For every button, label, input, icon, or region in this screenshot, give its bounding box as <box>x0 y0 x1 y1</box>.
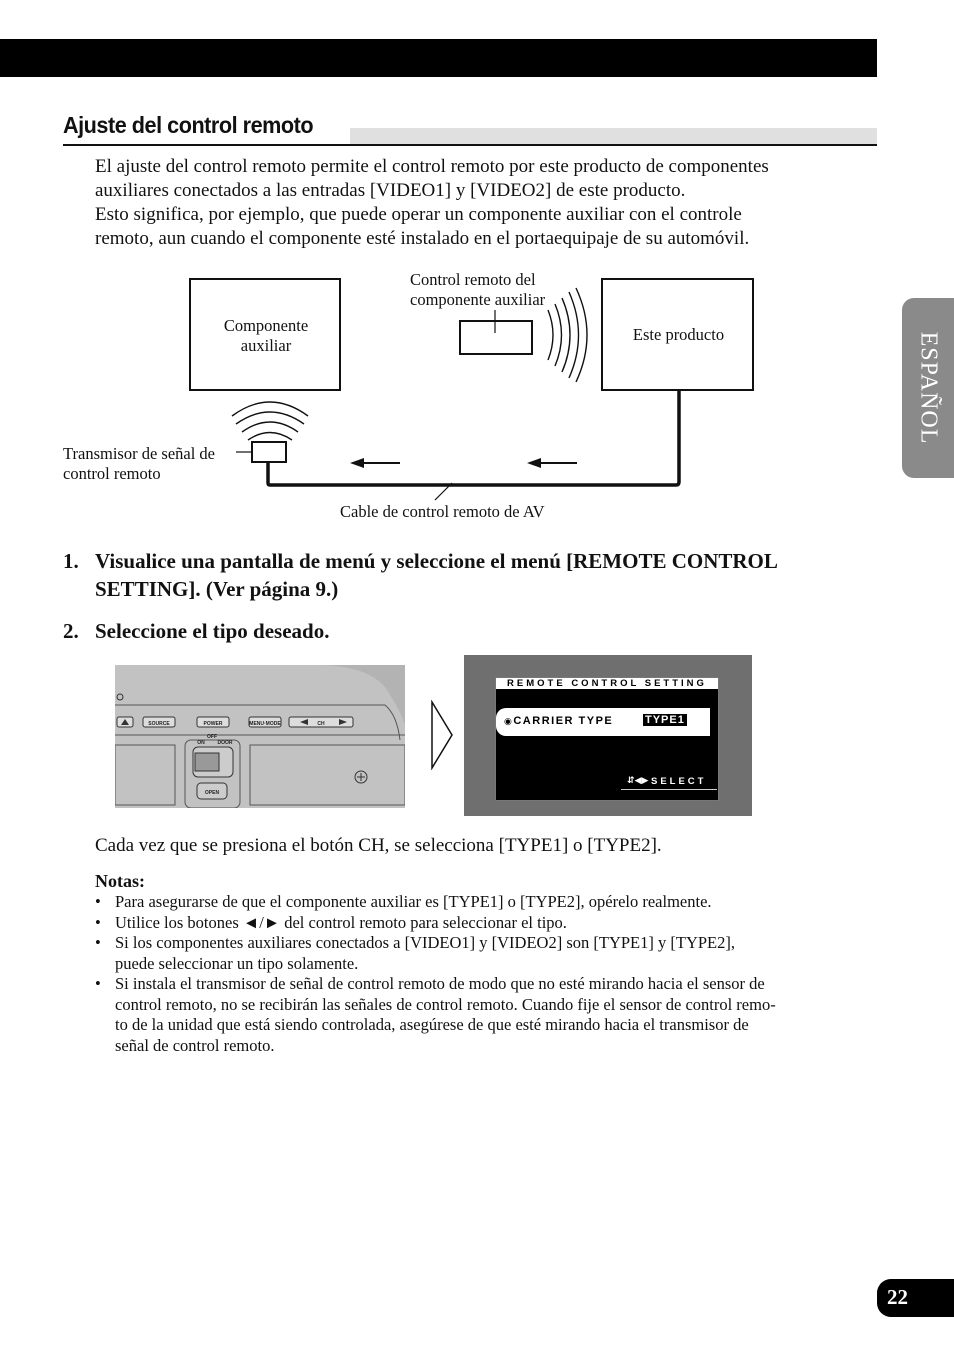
transmitter-box <box>252 442 286 462</box>
intro-paragraph <box>95 155 855 251</box>
transmitter-signal-waves <box>232 402 308 440</box>
step-number: 1. <box>63 549 79 573</box>
note-item: • Utilice los botones ◄/► del control remoto para seleccionar el tipo. <box>95 912 567 932</box>
intro-line: auxiliares conectados a las entradas [VIDEO1] y [VIDEO2] de este producto. <box>95 180 686 201</box>
remote-box <box>460 321 532 354</box>
intro-line: Esto significa, por ejemplo, que puede operar un componente auxiliar con el controle <box>95 204 742 225</box>
notes-title: Notas: <box>95 871 145 891</box>
page-number: 22 <box>877 1279 954 1317</box>
cable-label: Cable de control remoto de AV <box>340 502 545 521</box>
chevron-right-icon <box>430 700 456 770</box>
arrow-left-icon <box>527 458 577 468</box>
device-panel-illustration <box>115 665 405 808</box>
remote-signal-waves <box>548 288 587 382</box>
row-dot-icon: ◉ <box>504 716 514 726</box>
arrow-left-icon <box>350 458 400 468</box>
note-item: • Para asegurarse de que el componente auxiliar es [TYPE1] o [TYPE2], opérelo realmente. <box>95 892 712 911</box>
menu-screen <box>464 655 752 816</box>
title-shading <box>350 128 877 144</box>
screen-header: REMOTE CONTROL SETTING <box>496 678 718 689</box>
intro-line: remoto, aun cuando el componente esté instalado en el portaequipaje de su automóvil. <box>95 228 750 249</box>
svg-text:DOOR: DOOR <box>217 740 233 746</box>
language-tab-label: ESPAÑOL <box>915 331 942 445</box>
svg-text:CH: CH <box>317 721 325 727</box>
intro-line: El ajuste del control remoto permite el control remoto por este producto de componentes <box>95 156 769 177</box>
notes-list <box>95 892 850 1056</box>
note-item: • Si los componentes auxiliares conectados a [VIDEO1] y [VIDEO2] son [TYPE1] y [TYPE2], puede seleccionar un tipo solamente. <box>95 933 735 973</box>
header-bar <box>0 39 877 77</box>
carrier-type-row[interactable]: ◉CARRIER TYPE TYPE1 <box>496 708 710 736</box>
svg-text:MENU·MODE: MENU·MODE <box>249 721 281 727</box>
svg-text:POWER: POWER <box>203 721 223 727</box>
transmitter-label: Transmisor de señal de control remoto <box>63 444 215 483</box>
screen-footer: ⇵◀▶ SELECT <box>621 775 717 790</box>
svg-text:OFF: OFF <box>207 734 217 740</box>
av-cable <box>268 391 679 485</box>
after-text: Cada vez que se presiona el botón CH, se selecciona [TYPE1] o [TYPE2]. <box>95 835 662 856</box>
select-arrows-icon: ⇵◀▶ <box>627 775 649 785</box>
product-label: Este producto <box>632 325 725 344</box>
svg-text:ON: ON <box>197 740 205 746</box>
section-title: Ajuste del control remoto <box>63 112 314 138</box>
carrier-type-value: TYPE1 <box>645 714 685 726</box>
remote-label: Control remoto del componente auxiliar <box>410 270 546 309</box>
svg-text:OPEN: OPEN <box>204 790 220 796</box>
aux-component-label: Componente auxiliar <box>223 316 309 355</box>
step-number: 2. <box>63 619 79 643</box>
note-item: • Si instala el transmisor de señal de control remoto de modo que no esté mirando hacia el sensor de control remoto, no se recibirán las señales de control remoto. Cuando fije el sensor de control remo- to de la unidad que está siendo controlada, asegúrese de que esté mirando hacia el transmisor de señal de control remoto. <box>95 974 776 1055</box>
svg-text:SOURCE: SOURCE <box>148 721 170 727</box>
title-rule <box>63 144 877 146</box>
